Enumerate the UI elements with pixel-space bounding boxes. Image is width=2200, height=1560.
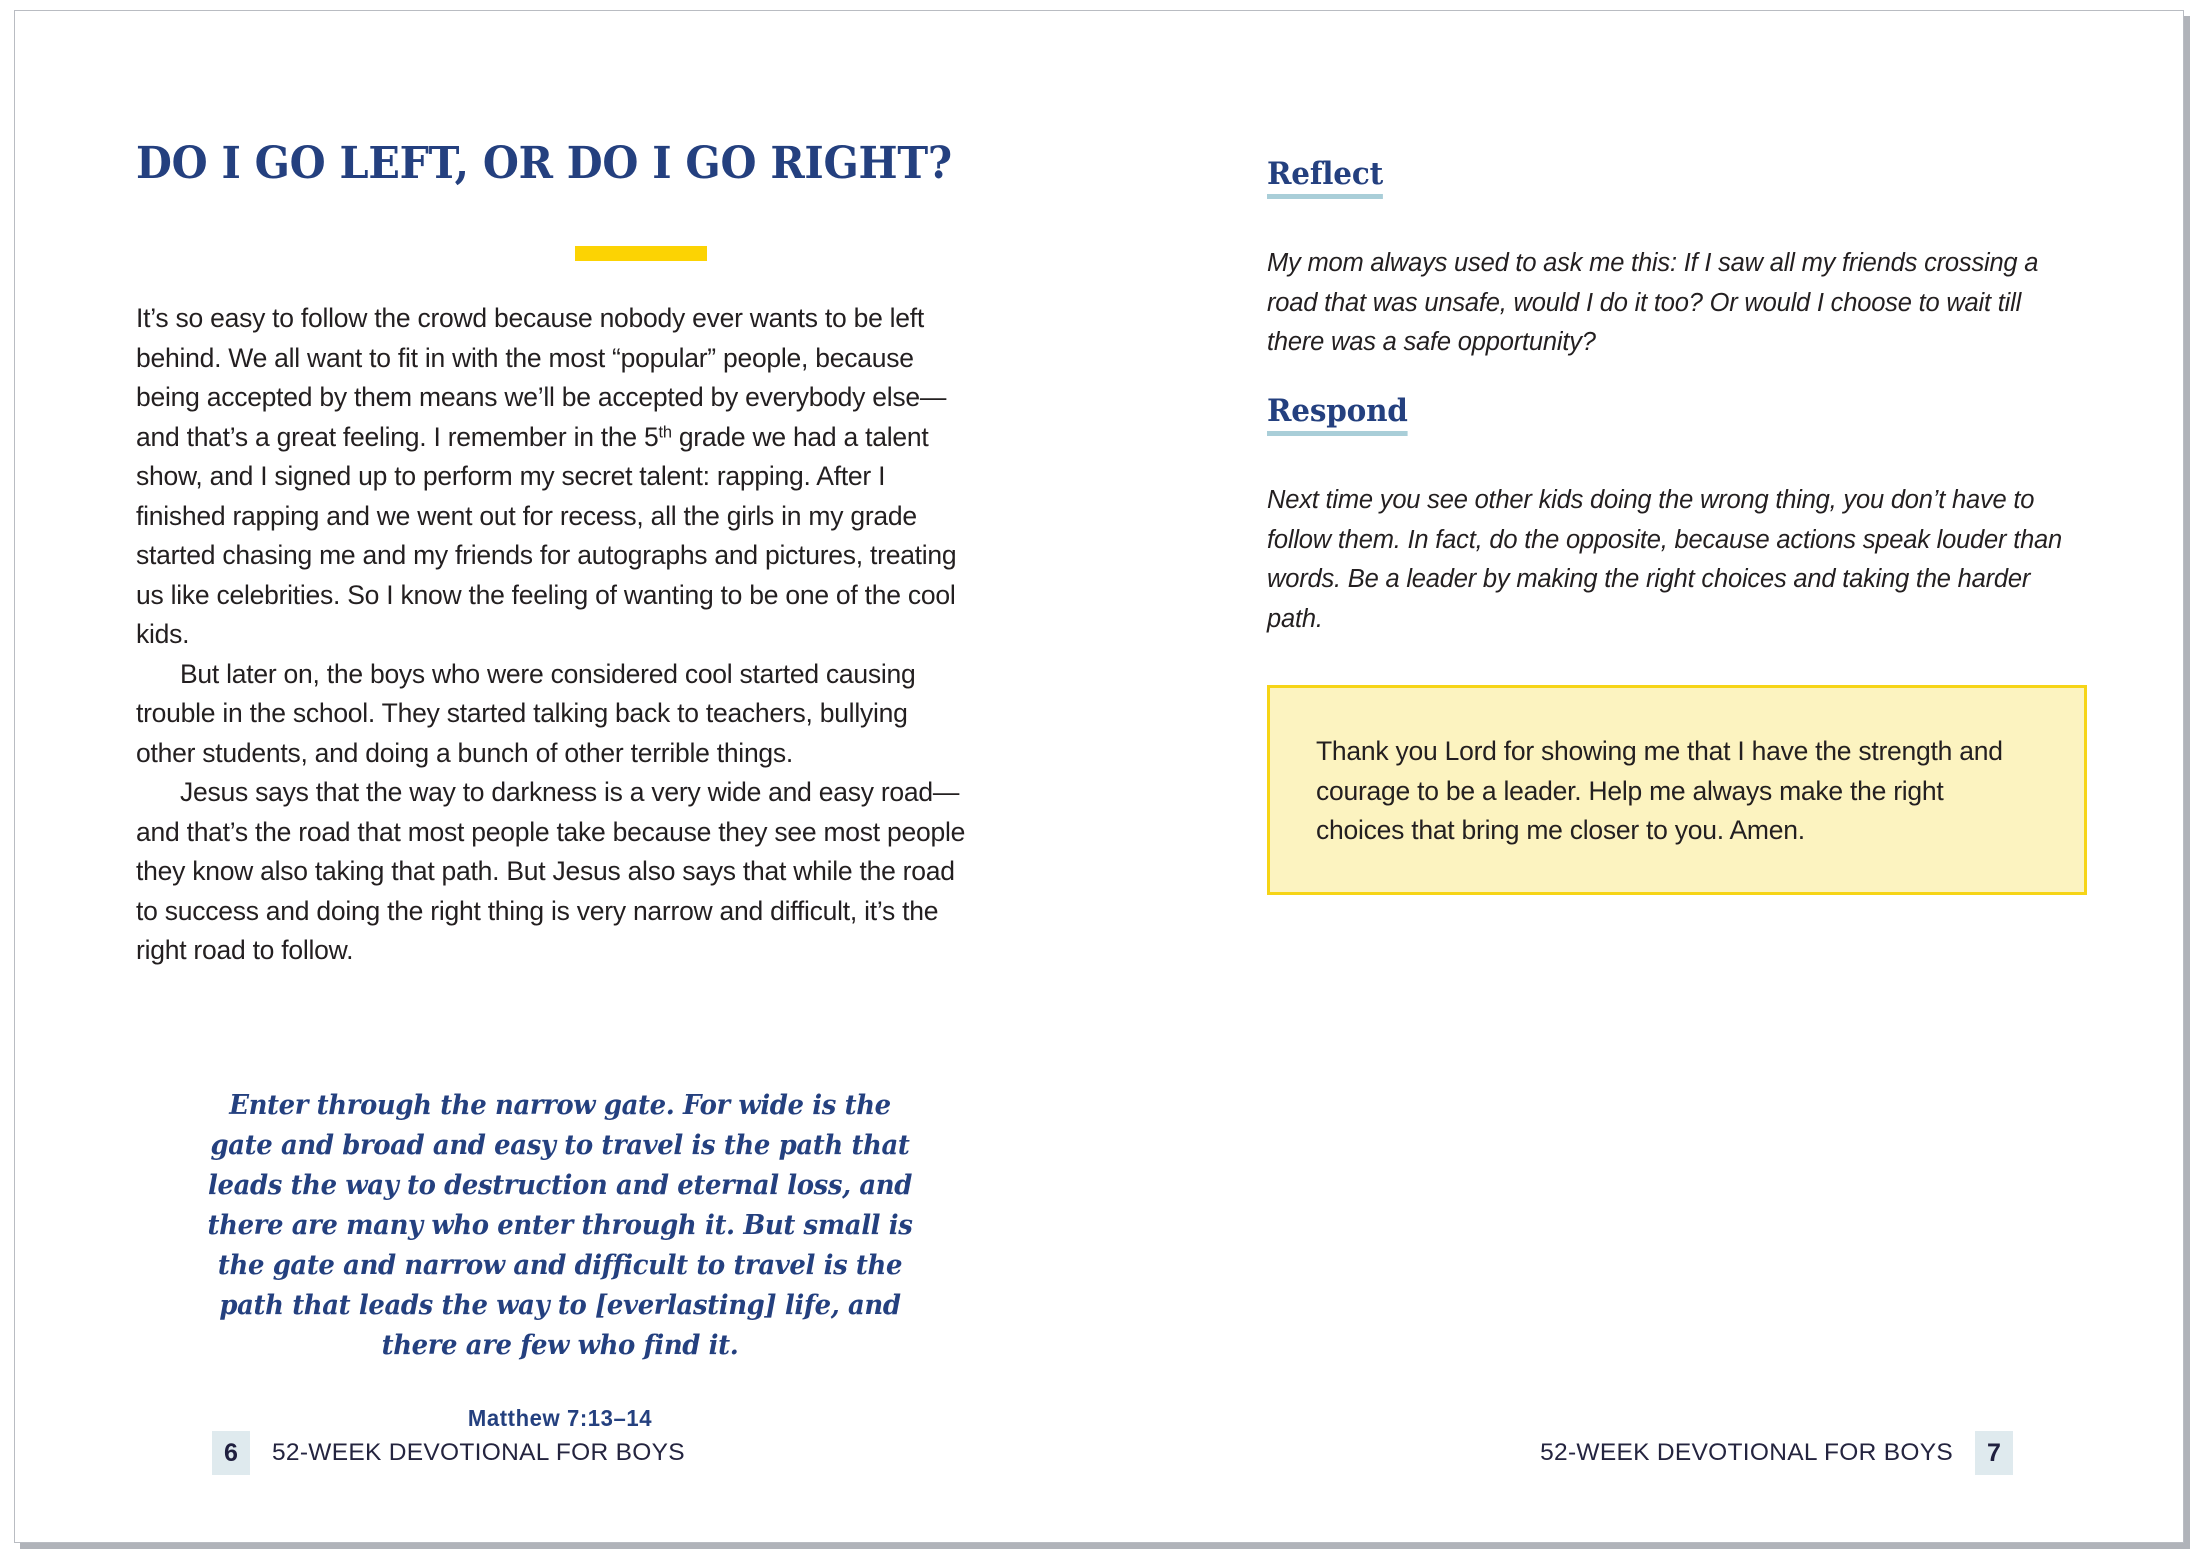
section-text-respond: Next time you see other kids doing the wrong thing, you don’t have to follow them. In fact, do the opposite, because actions speak louder than words. Be a leader by making the right choices and taking the harder path.	[1267, 486, 2063, 633]
right-page	[1265, 11, 2105, 1544]
scripture-block	[180, 1086, 940, 1438]
page-number-right: 7	[1975, 1431, 2013, 1475]
running-head-left: 52-WEEK DEVOTIONAL FOR BOYS	[272, 1439, 685, 1466]
running-head-right: 52-WEEK DEVOTIONAL FOR BOYS	[1540, 1439, 1953, 1466]
scripture-reference: Matthew 7:13–14	[467, 1405, 653, 1431]
scripture-text: Enter through the narrow gate. For wide is the gate and broad and easy to travel is the path that leads the way to destruction and eternal loss, and there are many who enter through it. But small is the gate and narrow and difficult to travel is the path that leads the way to [everlasting] life, and there are few who find it.	[207, 1090, 913, 1361]
section-text-reflect: My mom always used to ask me this: If I saw all my friends crossing a road that was unsafe, would I do it too? Or would I choose to wait till there was a safe opportunity?	[1267, 249, 2039, 356]
section-heading-reflect: Reflect	[1267, 156, 1383, 199]
ordinal-suffix: th	[658, 422, 672, 441]
devotional-body	[136, 299, 966, 971]
body-paragraph-1	[136, 299, 966, 655]
page-sheet	[14, 10, 2184, 1543]
body-paragraph-1-part-b: grade we had a talent show, and I signed up to perform my secret talent: rapping. After I finished rapping and we went out for recess, all the girls in my grade started chasing me and my friends for autographs and pictures, treating us like celebrities. So I know the feeling of wanting to be one of the cool kids.	[136, 421, 957, 649]
prayer-callout-box	[1267, 685, 2087, 895]
prayer-text: Thank you Lord for showing me that I have the strength and courage to be a leader. Help me always make the right choices that bring me closer to you. Amen.	[1316, 736, 2003, 845]
body-paragraph-1-part-a: It’s so easy to follow the crowd because nobody ever wants to be left behind. We all want to fit in with the most “popular” people, because being accepted by them means we’ll be accepted by everybody else—and that’s a great feeling. I remember in the 5	[136, 303, 947, 452]
left-page	[120, 11, 990, 1544]
right-page-footer	[1540, 1430, 2013, 1476]
body-paragraph-2: But later on, the boys who were considered cool started causing trouble in the school. They started talking back to teachers, bullying other students, and doing a bunch of other terrible things.	[136, 658, 916, 768]
title-accent-rule	[575, 246, 707, 261]
section-heading-respond: Respond	[1267, 393, 1408, 436]
left-page-footer	[212, 1430, 685, 1476]
body-paragraph-3: Jesus says that the way to darkness is a very wide and easy road—and that’s the road that most people take because they see most people they know also taking that path. But Jesus also says that while the road to success and doing the right thing is very narrow and difficult, it’s the right road to follow.	[136, 777, 966, 965]
page-number-left: 6	[212, 1431, 250, 1475]
page-title: DO I GO LEFT, OR DO I GO RIGHT?	[136, 138, 952, 189]
